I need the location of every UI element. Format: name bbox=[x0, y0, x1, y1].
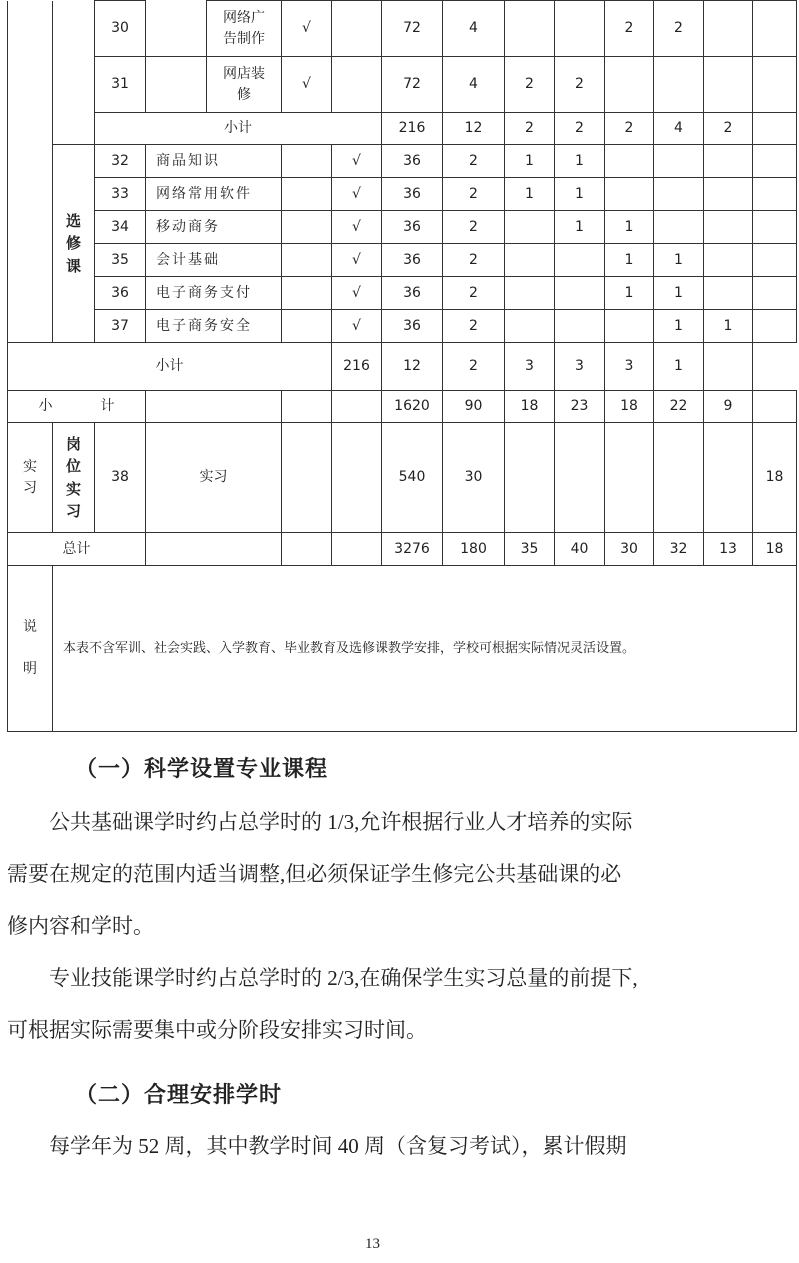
elective-check: √ bbox=[332, 178, 382, 211]
course-number: 31 bbox=[95, 57, 146, 113]
credits-cell: 90 bbox=[443, 391, 505, 423]
subtotal-label: 小计 bbox=[95, 113, 382, 145]
semester-cell: 23 bbox=[555, 391, 605, 423]
hours-cell: 36 bbox=[382, 145, 443, 178]
semester-cell: 2 bbox=[505, 113, 555, 145]
required-check bbox=[282, 211, 332, 244]
credits-cell: 2 bbox=[443, 244, 505, 277]
semester-cell: 1 bbox=[654, 310, 704, 343]
semester-cell bbox=[753, 113, 797, 145]
elective-check: √ bbox=[332, 277, 382, 310]
semester-cell: 18 bbox=[505, 391, 555, 423]
semester-cell: 2 bbox=[605, 113, 654, 145]
credits-cell: 2 bbox=[443, 211, 505, 244]
note-text: 本表不含军训、社会实践、入学教育、毕业教育及选修课教学安排，学校可根据实际情况灵活设置。 bbox=[53, 566, 797, 732]
semester-cell: 18 bbox=[753, 423, 797, 533]
required-check bbox=[282, 310, 332, 343]
hours-cell: 216 bbox=[332, 343, 382, 391]
blank-cell bbox=[332, 391, 382, 423]
table-row bbox=[8, 244, 797, 277]
semester-cell bbox=[704, 211, 753, 244]
semester-cell bbox=[704, 244, 753, 277]
elective-check: √ bbox=[332, 211, 382, 244]
semester-cell bbox=[704, 178, 753, 211]
semester-cell: 3 bbox=[505, 343, 555, 391]
note-label: 说 明 bbox=[8, 566, 53, 732]
elective-check bbox=[332, 57, 382, 113]
table-row bbox=[8, 310, 797, 343]
subtotal-label: 小计 bbox=[8, 343, 332, 391]
semester-cell bbox=[555, 423, 605, 533]
semester-cell bbox=[605, 423, 654, 533]
hours-cell: 36 bbox=[382, 310, 443, 343]
required-check bbox=[282, 423, 332, 533]
hours-cell: 216 bbox=[382, 113, 443, 145]
semester-cell bbox=[505, 310, 555, 343]
semester-cell bbox=[704, 1, 753, 57]
course-name: 网店装 修 bbox=[207, 57, 282, 113]
paragraph bbox=[7, 796, 747, 952]
blank-cell bbox=[146, 391, 282, 423]
semester-cell: 3 bbox=[555, 343, 605, 391]
semester-cell bbox=[505, 211, 555, 244]
table-row bbox=[8, 145, 797, 178]
table-row bbox=[8, 1, 797, 57]
course-number: 36 bbox=[95, 277, 146, 310]
internship-category: 实 习 bbox=[8, 423, 53, 533]
semester-cell: 13 bbox=[704, 533, 753, 566]
semester-cell: 18 bbox=[753, 533, 797, 566]
semester-cell bbox=[555, 1, 605, 57]
semester-cell bbox=[704, 343, 753, 391]
semester-cell bbox=[753, 1, 797, 57]
hours-cell: 36 bbox=[382, 277, 443, 310]
semester-cell: 1 bbox=[555, 145, 605, 178]
hours-cell: 3276 bbox=[382, 533, 443, 566]
required-check bbox=[282, 277, 332, 310]
semester-cell: 3 bbox=[605, 343, 654, 391]
required-check: √ bbox=[282, 57, 332, 113]
course-number: 30 bbox=[95, 1, 146, 57]
elective-check: √ bbox=[332, 310, 382, 343]
paragraph-line: 公共基础课学时约占总学时的 1/3,允许根据行业人才培养的实际 bbox=[49, 810, 633, 834]
semester-cell bbox=[654, 178, 704, 211]
semester-cell: 30 bbox=[605, 533, 654, 566]
credits-cell: 2 bbox=[443, 178, 505, 211]
credits-cell: 30 bbox=[443, 423, 505, 533]
credits-cell: 4 bbox=[443, 57, 505, 113]
elective-check bbox=[332, 423, 382, 533]
semester-cell: 1 bbox=[605, 211, 654, 244]
semester-cell: 22 bbox=[654, 391, 704, 423]
subtotal-row bbox=[8, 113, 797, 145]
table-row bbox=[8, 178, 797, 211]
semester-cell bbox=[654, 211, 704, 244]
semester-cell: 1 bbox=[505, 178, 555, 211]
semester-cell bbox=[704, 423, 753, 533]
paragraph bbox=[7, 1120, 747, 1172]
course-number: 38 bbox=[95, 423, 146, 533]
semester-cell: 1 bbox=[704, 310, 753, 343]
semester-cell: 2 bbox=[555, 113, 605, 145]
credits-cell: 2 bbox=[443, 310, 505, 343]
semester-cell bbox=[654, 57, 704, 113]
required-check bbox=[282, 178, 332, 211]
elective-check bbox=[332, 1, 382, 57]
semester-cell bbox=[555, 244, 605, 277]
semester-cell bbox=[753, 310, 797, 343]
semester-cell bbox=[753, 277, 797, 310]
semester-cell: 1 bbox=[505, 145, 555, 178]
required-check bbox=[282, 244, 332, 277]
internship-row bbox=[8, 423, 797, 533]
credits-cell: 12 bbox=[382, 343, 443, 391]
course-number: 34 bbox=[95, 211, 146, 244]
course-name: 实习 bbox=[146, 423, 282, 533]
semester-cell: 2 bbox=[505, 57, 555, 113]
section-heading: （二）合理安排学时 bbox=[75, 1082, 283, 1108]
table-row bbox=[8, 57, 797, 113]
hours-cell: 72 bbox=[382, 1, 443, 57]
semester-cell: 1 bbox=[555, 178, 605, 211]
paragraph-line: 需要在规定的范围内适当调整,但必须保证学生修完公共基础课的必 bbox=[7, 862, 622, 886]
blank-cell bbox=[146, 1, 207, 57]
semester-cell bbox=[753, 244, 797, 277]
category-cell bbox=[8, 1, 53, 343]
page-number: 13 bbox=[365, 1236, 380, 1252]
note-row bbox=[8, 566, 797, 732]
semester-cell: 1 bbox=[605, 244, 654, 277]
blank-cell bbox=[146, 533, 282, 566]
total-row bbox=[8, 533, 797, 566]
course-name: 会计基础 bbox=[146, 244, 282, 277]
elective-category: 选 修 课 bbox=[53, 145, 95, 343]
semester-cell bbox=[555, 310, 605, 343]
blank-cell bbox=[332, 533, 382, 566]
subtotal-label: 小 计 bbox=[8, 391, 146, 423]
subtotal-row bbox=[8, 343, 797, 391]
credits-cell: 12 bbox=[443, 113, 505, 145]
semester-cell bbox=[505, 1, 555, 57]
course-name: 移动商务 bbox=[146, 211, 282, 244]
semester-cell: 2 bbox=[654, 1, 704, 57]
blank-cell bbox=[282, 533, 332, 566]
semester-cell bbox=[605, 310, 654, 343]
semester-cell bbox=[605, 57, 654, 113]
total-label: 总计 bbox=[8, 533, 146, 566]
semester-cell bbox=[605, 145, 654, 178]
section-heading: （一）科学设置专业课程 bbox=[75, 756, 329, 782]
semester-cell: 2 bbox=[605, 1, 654, 57]
table-row bbox=[8, 277, 797, 310]
semester-cell bbox=[753, 57, 797, 113]
course-name: 电子商务支付 bbox=[146, 277, 282, 310]
internship-subcategory: 岗 位 实 习 bbox=[53, 423, 95, 533]
hours-cell: 36 bbox=[382, 244, 443, 277]
semester-cell: 1 bbox=[654, 277, 704, 310]
semester-cell: 4 bbox=[654, 113, 704, 145]
hours-cell: 1620 bbox=[382, 391, 443, 423]
paragraph-line: 专业技能课学时约占总学时的 2/3,在确保学生实习总量的前提下, bbox=[49, 966, 638, 990]
blank-cell bbox=[146, 57, 207, 113]
semester-cell: 2 bbox=[555, 57, 605, 113]
semester-cell: 1 bbox=[654, 244, 704, 277]
hours-cell: 540 bbox=[382, 423, 443, 533]
semester-cell bbox=[505, 277, 555, 310]
hours-cell: 72 bbox=[382, 57, 443, 113]
required-check: √ bbox=[282, 1, 332, 57]
semester-cell: 1 bbox=[605, 277, 654, 310]
hours-cell: 36 bbox=[382, 178, 443, 211]
semester-cell bbox=[704, 57, 753, 113]
semester-cell: 18 bbox=[605, 391, 654, 423]
course-schedule-table bbox=[7, 0, 797, 732]
paragraph-line: 可根据实际需要集中或分阶段安排实习时间。 bbox=[7, 1018, 427, 1042]
credits-cell: 2 bbox=[443, 145, 505, 178]
subtotal-row bbox=[8, 391, 797, 423]
semester-cell bbox=[753, 145, 797, 178]
credits-cell: 180 bbox=[443, 533, 505, 566]
semester-cell bbox=[704, 277, 753, 310]
semester-cell bbox=[605, 178, 654, 211]
semester-cell: 40 bbox=[555, 533, 605, 566]
paragraph-line: 每学年为 52 周，其中教学时间 40 周（含复习考试），累计假期 bbox=[49, 1134, 627, 1158]
credits-cell: 4 bbox=[443, 1, 505, 57]
semester-cell bbox=[505, 423, 555, 533]
semester-cell: 35 bbox=[505, 533, 555, 566]
elective-check: √ bbox=[332, 145, 382, 178]
course-number: 35 bbox=[95, 244, 146, 277]
semester-cell: 1 bbox=[555, 211, 605, 244]
semester-cell: 2 bbox=[443, 343, 505, 391]
blank-cell bbox=[282, 391, 332, 423]
paragraph-line: 修内容和学时。 bbox=[7, 914, 154, 938]
course-name: 网络广 告制作 bbox=[207, 1, 282, 57]
semester-cell: 2 bbox=[704, 113, 753, 145]
course-name: 网络常用软件 bbox=[146, 178, 282, 211]
semester-cell bbox=[753, 178, 797, 211]
hours-cell: 36 bbox=[382, 211, 443, 244]
semester-cell: 9 bbox=[704, 391, 753, 423]
semester-cell: 32 bbox=[654, 533, 704, 566]
course-number: 32 bbox=[95, 145, 146, 178]
semester-cell bbox=[654, 145, 704, 178]
required-check bbox=[282, 145, 332, 178]
semester-cell bbox=[555, 277, 605, 310]
table-row bbox=[8, 211, 797, 244]
course-number: 37 bbox=[95, 310, 146, 343]
elective-check: √ bbox=[332, 244, 382, 277]
semester-cell: 1 bbox=[654, 343, 704, 391]
semester-cell bbox=[704, 145, 753, 178]
course-name: 电子商务安全 bbox=[146, 310, 282, 343]
subcategory-cell bbox=[53, 1, 95, 145]
semester-cell bbox=[505, 244, 555, 277]
semester-cell bbox=[654, 423, 704, 533]
paragraph bbox=[7, 952, 747, 1056]
course-number: 33 bbox=[95, 178, 146, 211]
credits-cell: 2 bbox=[443, 277, 505, 310]
semester-cell bbox=[753, 211, 797, 244]
semester-cell bbox=[753, 391, 797, 423]
course-name: 商品知识 bbox=[146, 145, 282, 178]
